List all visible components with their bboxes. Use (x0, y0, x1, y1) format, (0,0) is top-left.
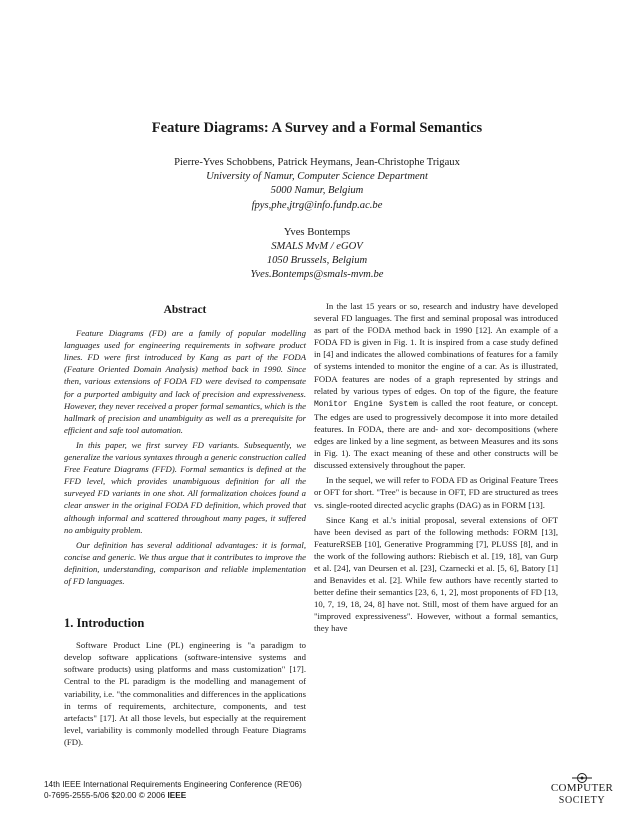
second-author-name: Yves Bontemps (283, 226, 351, 238)
author-affiliation: University of Namur, Computer Science Department (206, 171, 428, 183)
second-author-address: 1050 Brussels, Belgium (266, 255, 368, 267)
root-feature-name: Monitor Engine System (314, 399, 418, 409)
right-column (314, 300, 558, 635)
computer-society-logo (546, 772, 618, 810)
ieee-logo-text: IEEE (167, 791, 187, 800)
introduction-paragraph-1: Software Product Line (PL) engineering is "a paradigm to develop software applications (software-intensive systems and software products) using platforms and mass customization" [17]. Central to the PL paradigm is the modelling and management of variability, i.e. "the commonalities and differences in the applications in terms of requirements, architecture, components, and test artefacts" [17]. At all those levels, but especially at the requirement level, variability is commonly modelled through Feature Diagrams (FD). (64, 640, 306, 747)
left-column (64, 300, 306, 748)
paper-title: Feature Diagrams: A Survey and a Formal Semantics (151, 120, 483, 136)
second-author-email: Yves.Bontemps@smals-mvm.be (250, 269, 384, 281)
author-names: Pierre-Yves Schobbens, Patrick Heymans, Jean-Christophe Trigaux (174, 157, 460, 168)
introduction-paragraph-2 (314, 300, 558, 471)
footer-conference-line: 14th IEEE International Requirements Engineering Conference (RE'06) (44, 780, 302, 789)
section-heading-introduction: 1. Introduction (64, 616, 145, 631)
author-email: fpys,phe,jtrg@info.fundp.ac.be (251, 199, 383, 211)
logo-computer-text: COMPUTER (550, 782, 614, 794)
intro-p2-text-b: is called the root feature, or concept. The edges are used to progressively decompose it into more detailed features. In FODA, there are and- and xor- decompositions (where edges are linked by a line segment, as between Measures and its sons in Fig. 1). The exact meaning of these and other constructs will be discussed extensively throughout the paper. (314, 397, 558, 471)
footer-isbn: 0-7695-2555-5/06 $20.00 © 2006 (44, 791, 166, 800)
author-address: 5000 Namur, Belgium (270, 185, 364, 197)
abstract-paragraph-3: Our definition has several additional advantages: it is formal, concise and generic. We thus argue that it contributes to improve the definition, understanding, comparison and reliable implementation of FD languages. (64, 539, 306, 586)
abstract-paragraph-2: In this paper, we first survey FD variants. Subsequently, we generalize the various syntaxes through a generic construction called Free Feature Diagrams (FFD). Formal semantics is defined at the FFD level, which provides unambiguous definition for all the surveyed FD variants in one shot. All formalization choices found a clear answer in the original FODA FD definition, which proved that although informal and scattered throughout many pages, it suffered no ambiguity problem. (64, 439, 306, 535)
footer-isbn-line (44, 790, 302, 801)
introduction-paragraph-3: In the sequel, we will refer to FODA FD as Original Feature Trees or OFT for short. "Tree" is because in OFT, FD are structured as trees vs. single-rooted directed acyclic graphs (DAG) as in FORM [13]. (314, 475, 558, 510)
conference-footer (44, 779, 302, 801)
second-author-affiliation: SMALS MvM / eGOV (271, 241, 363, 253)
abstract-paragraph-1: Feature Diagrams (FD) are a family of popular modelling languages used for engineering requirements in software product lines. FD were first introduced by Kang as part of the FODA (Feature Oriented Domain Analysis) method back in 1990. Since then, various extensions of FODA FD were devised to compensate for a purported ambiguity and lack of precision and expressiveness. However, they never received a proper formal semantics, which is the hallmark of precision and unambiguity as well as a prerequisite for efficient and safe tool automation. (64, 328, 306, 435)
intro-p2-text-a: In the last 15 years or so, research and industry have developed several FD languages. The first and seminal proposal was introduced as part of the FODA method back in 1990 [12]. An example of a FODA FD is given in Fig. 1. It is inspired from a case study defined in [4] and indicates the allowed combinations of features for a family of systems intended to monitor the engine of a car. As is illustrated, FODA features are nodes of a graph represented by strings and related by various types of edges. On top of the figure, the feature (314, 301, 558, 396)
author-block (100, 156, 534, 283)
abstract-heading: Abstract (163, 304, 207, 316)
logo-society-text: SOCIETY (558, 795, 606, 806)
introduction-paragraph-4: Since Kang et al.'s initial proposal, several extensions of OFT have been devised as part of the following methods: FORM [13], FeatureRSEB [10], Generative Programming [7], PLUSS [8], and in the work of the following authors: Riebisch et al. [19, 18], van Gurp et al. [24], van Deursen et al. [23], Czarnecki et al. [5, 6], Batory [1] and Benavides et al. [2]. While few authors have recently started to better define their semantics [23, 6, 1, 2], most proponents of FD [13, 10, 7, 19, 18, 24, 8] have not. Still, most of them have argued for an "improved expressiveness". However, without a formal semantics, they have (314, 514, 558, 634)
